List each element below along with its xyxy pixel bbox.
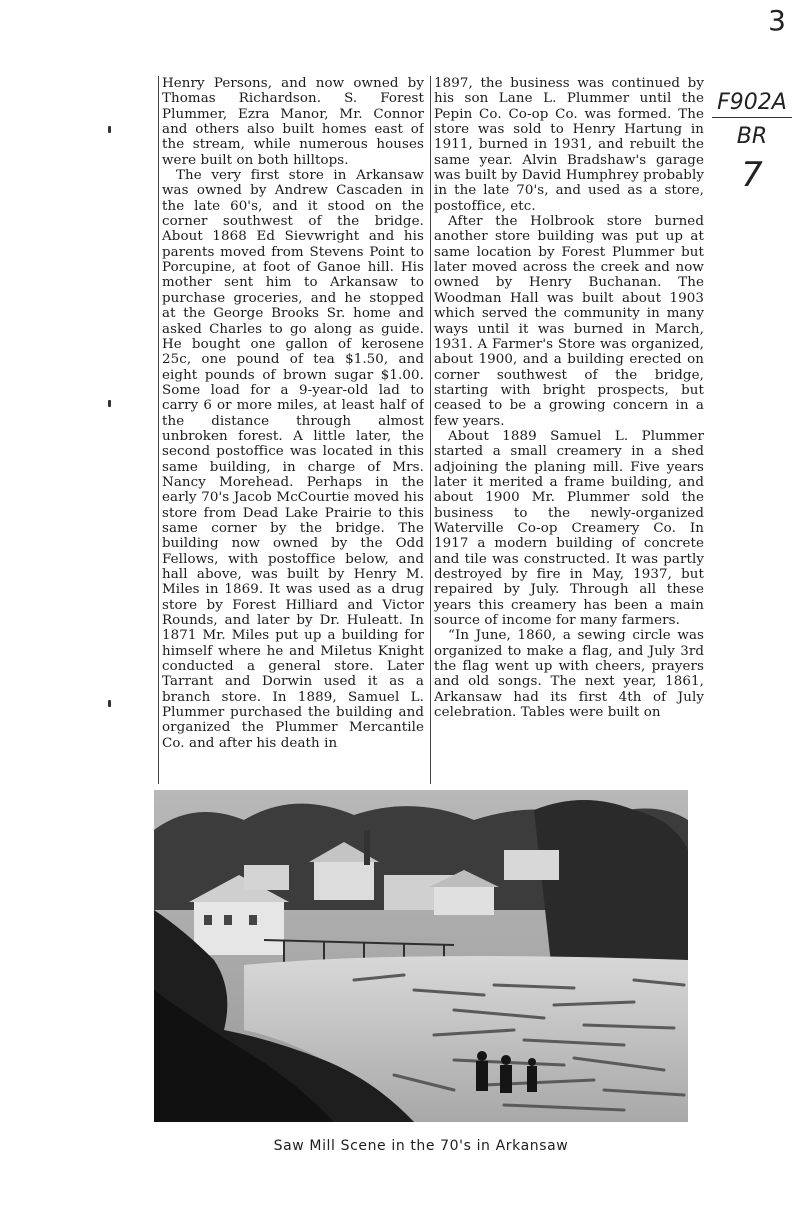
article-paragraph: The very first store in Arkansaw was owned by Andrew Cascaden in the late 60's, and it stood on the corner southwest of the bridge. About 1868 Ed Sievwright and his parents moved from Stevens Point to Porcupine, at foot of Ganoe hill. His mother sent him to Arkansaw to purchase groceries, and he stopped at the George Brooks Sr. home and asked Charles to go along as guide. He bought one gallon of kerosene 25c, one pound of tea $1.50, and eight pounds of brown sugar $1.00. Some load for a 9-year-old lad to carry 6 or more miles, at least half of the distance through almost unbroken forest. A little later, the second postoffice was located in this same building, in charge of Mrs. Nancy Morehead. Perhaps in the early 70's Jacob McCourtie moved his store from Dead Lake Prairie to this same corner by the bridge. The building now owned by the Odd Fellows, with postoffice below, and hall above, was built by Henry M. Miles in 1869. It was used as a drug store by Forest Hilliard and Victor Rounds, and later by Dr. Huleatt. In 1871 Mr. Miles put up a building for himself where he and Miletus Knight conducted a general store. Later Tarrant and Dorwin used it as a branch store. In 1889, Samuel L. Plummer purchased the building and organized the Plummer Mercantile Co. and after his death in: [162, 168, 424, 751]
photo-caption: Saw Mill Scene in the 70's in Arkansaw: [273, 1138, 569, 1154]
article-paragraph: “In June, 1860, a sewing circle was organized to make a flag, and July 3rd the flag went up with cheers, prayers and old songs. The next year, 1861, Arkansaw had its first 4th of July celebration. Tables were built on: [434, 628, 704, 721]
marginalia-catalog-code: F902A: [712, 90, 792, 118]
binder-hole-mark: [108, 126, 111, 133]
binder-hole-mark: [108, 400, 111, 407]
article-right-column: [430, 76, 704, 784]
marginalia-initials: BR: [736, 124, 768, 149]
article-paragraph: About 1889 Samuel L. Plummer started a small creamery in a shed adjoining the planing mill. Five years later it merited a frame building, and about 1900 Mr. Plummer sold the business to the newly-organized Waterville Co-op Creamery Co. In 1917 a modern building of concrete and tile was constructed. It was partly destroyed by fire in May, 1937, but repaired by July. Through all these years this creamery has been a main source of income for many farmers.: [434, 428, 704, 629]
handwritten-marginalia: [712, 90, 792, 195]
page-number: 3: [768, 4, 786, 37]
binder-hole-mark: [108, 700, 111, 707]
article-paragraph: After the Holbrook store burned another store building was put up at same location by Forest Plummer but later moved across the creek and now owned by Henry Buchanan. The Woodman Hall was built about 1903 which served the community in many ways until it was burned in March, 1931. A Farmer's Store was organized, about 1900, and a building erected on corner southwest of the bridge, starting with bright prospects, but ceased to be a growing concern in a few years.: [434, 214, 704, 429]
article-left-column: [158, 76, 424, 784]
article-paragraph: 1897, the business was continued by his son Lane L. Plummer until the Pepin Co. Co-op Co. was formed. The store was sold to Henry Hartung in 1911, burned in 1931, and rebuilt the same year. Alvin Bradshaw's garage was built by David Humphrey probably in the late 70's, and used as a store, postoffice, etc.: [434, 76, 704, 214]
marginalia-number: 7: [741, 155, 763, 195]
saw-mill-photo: [154, 790, 688, 1122]
saw-mill-photo-illustration: [154, 790, 688, 1122]
article-paragraph: Henry Persons, and now owned by Thomas Richardson. S. Forest Plummer, Ezra Manor, Mr. Connor and others also built homes east of the stream, while numerous houses were built on both hilltops.: [162, 76, 424, 168]
